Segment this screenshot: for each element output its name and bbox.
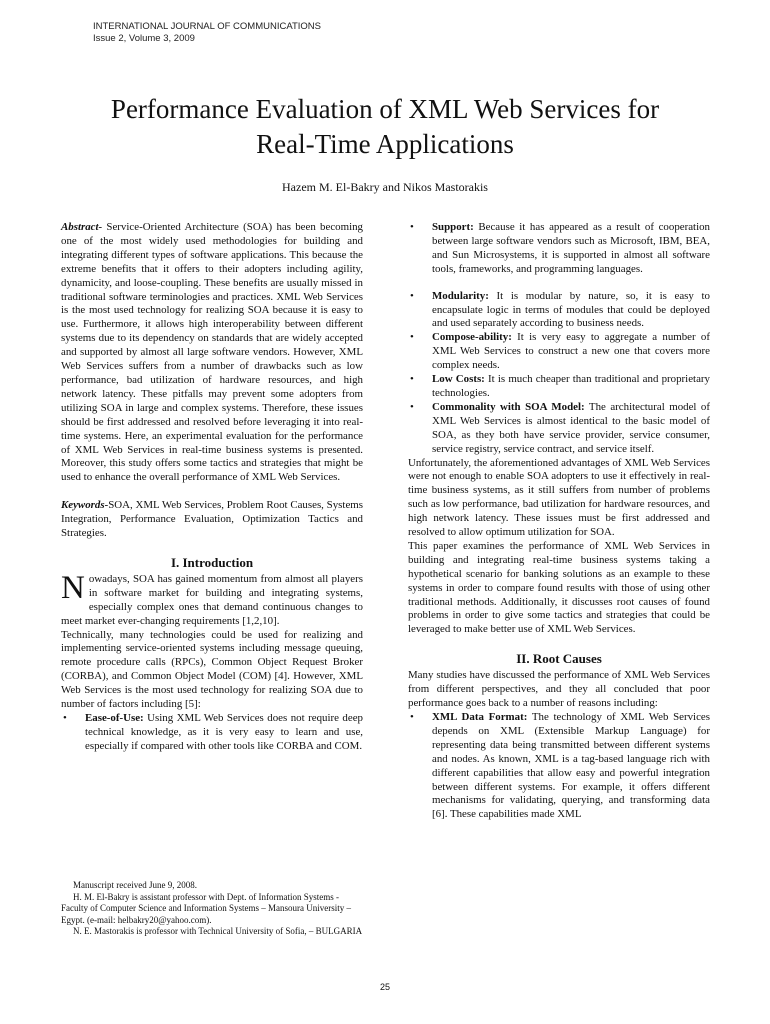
journal-name: INTERNATIONAL JOURNAL OF COMMUNICATIONS [93, 21, 322, 32]
bullet-label: Support: [432, 221, 474, 233]
left-column [61, 221, 363, 754]
title-line-1: Performance Evaluation of XML Web Services for [110, 94, 660, 124]
bullet-text: The technology of XML Web Services depends on XML (Extensible Markup Language) for representing data being transmitted between different systems and nodes. As known, XML is a tag-based language rich with different capabilities that allow easy and powerful integration between different systems. For example, it offers different mechanisms for validating, querying, and transforming data [6]. These capabilities made XML [432, 711, 710, 821]
bullet-label: XML Data Format: [432, 711, 528, 723]
section-heading-introduction: I. Introduction [170, 554, 254, 570]
page-number: 25 [379, 982, 390, 992]
abstract [61, 221, 363, 485]
bullet-text: Using XML Web Services does not require deep technical knowledge, as it is very easy to learn and use, especially if compared with other tools like CORBA and COM. [85, 712, 363, 752]
list-item [408, 221, 710, 277]
intro-paragraph-1 [61, 569, 363, 629]
list-item [408, 290, 710, 332]
advantages-bullet-list [408, 221, 710, 457]
keywords-label: Keywords- [61, 499, 109, 512]
bullet-label: Low Costs: [432, 373, 485, 386]
paragraph-this-paper: This paper examines the performance of XML Web Services in building and integrating real-time business systems taking a hypothetical scenario for banking solutions as an example to these systems in order to compare found results with those of using other traditional methods. Additionally, it discusses root causes of found problems in order to give some tactics and strategies that could be leveraged to make better use of XML Web Services. [408, 539, 710, 636]
bullet-icon: • [410, 711, 414, 723]
running-header [93, 21, 321, 45]
issue-info: Issue 2, Volume 3, 2009 [93, 33, 195, 44]
intro-paragraph-2: Technically, many technologies could be used for realizing and implementing service-oriented systems including message queuing, remote procedure calls (RPCs), Common Object Request Broker (CORBA), and Common Object Model (COM) [4]. However, XML Web Services is the most used technology for realizing SOA due to number of factors including [5]: [61, 628, 363, 711]
footnotes [61, 880, 363, 938]
authors: Hazem M. El-Bakry and Nikos Mastorakis [282, 180, 488, 194]
bullet-text: It is very easy to aggregate a number of XML Web Services to construct a new one that covers more complex needs. [432, 331, 710, 372]
list-item [408, 373, 710, 401]
keywords-text: SOA, XML Web Services, Problem Root Causes, Systems Integration, Performance Evaluation, Optimization Tactics and Strategies. [61, 499, 363, 540]
list-item [408, 331, 710, 373]
footnote-author-1: H. M. El-Bakry is assistant professor with Dept. of Information Systems - Faculty of Computer Science and Information Systems – Mansoura University – Egypt. (e-mail: helbakry20@yahoo.com). [61, 891, 351, 925]
paragraph-unfortunately: Unfortunately, the aforementioned advantages of XML Web Services were not enough to enable SOA adopters to use it effectively in real-time business systems, as it still suffers from number of problems such as low performance, bad utilization for hardware resources, and high network latency. These issues must be first addressed and resolved to allow optimum utilization for SOA. [408, 456, 710, 539]
title-line-2: Real-Time Applications [256, 129, 514, 159]
bullet-label: Compose-ability: [432, 331, 512, 344]
keywords [61, 499, 363, 541]
root-causes-bullet-list [408, 711, 710, 822]
bullet-text: It is much cheaper than traditional and proprietary technologies. [432, 373, 710, 399]
footnote-received: Manuscript received June 9, 2008. [73, 880, 197, 890]
intro-bullet-list [61, 712, 363, 754]
intro-p1-text: owadays, SOA has gained momentum from almost all players in software market for building and integrating systems, especially complex ones that demand continuous changes to meet market ever-changing requirements [1,2,10]. [61, 572, 363, 627]
dropcap-letter: N [61, 569, 85, 606]
abstract-label: Abstract- [61, 221, 103, 233]
list-item [408, 401, 710, 457]
footnote-author-2: N. E. Mastorakis is professor with Technical University of Sofia, – BULGARIA [73, 926, 363, 936]
bullet-icon: • [410, 221, 414, 233]
paragraph-root-causes: Many studies have discussed the performance of XML Web Services from different perspectives, and they all concluded that poor performance goes back to a number of reasons including: [408, 669, 710, 710]
bullet-label: Commonality with SOA Model: [432, 400, 585, 413]
abstract-text: Service-Oriented Architecture (SOA) has been becoming one of the most widely used methodologies for building and integrating different types of software applications. This because the extreme benefits that it offers to their adopters including agility, dynamicity, and loose-coupling. These benefits are usually missed in traditional software terminologies and practices. XML Web Services is the most used technology for realizing SOA because it is easy to use. Furthermore, it allows high interoperability between different systems due to its dependency on standards that are widely accepted and supported by almost all large software vendors. However, XML Web Services suffers from a number of drawbacks such as low performance, bad utilization of hardware resources, and high network latency. These pitfalls may prevent some adopters from utilizing SOA in large and complex systems. Therefore, these issues should be first addressed and resolved before leveraging it into real-time systems. Here, an experimental evaluation for the performance of XML Web Services in real-time business systems is presented. Moreover, this study offers some tactics and strategies that might be used to enhance the overall performance of XML Web Services. [61, 221, 363, 484]
section-heading-root-causes: II. Root Causes [516, 651, 602, 667]
bullet-icon: • [410, 289, 414, 302]
bullet-label: Modularity: [432, 289, 489, 302]
bullet-icon: • [410, 400, 414, 413]
right-column [408, 221, 710, 822]
list-item [61, 712, 363, 754]
bullet-icon: • [410, 373, 414, 386]
bullet-text: It is modular by nature, so, it is easy to encapsulate logic in terms of modules that could be deployed and used separately according to business needs. [432, 289, 710, 330]
list-item [408, 711, 710, 822]
bullet-text: Because it has appeared as a result of cooperation between large software vendors such as Microsoft, IBM, BEA, and Sun Microsystems, it is supported in almost all software tools, frameworks, and programming languages. [432, 221, 710, 275]
bullet-label: Ease-of-Use: [85, 712, 144, 724]
paper-title [40, 92, 730, 162]
bullet-icon: • [63, 712, 67, 724]
bullet-text: The architectural model of XML Web Services is almost identical to the basic model of SOA, as they both have service provider, service consumer, service registry, service contract, and service itself. [432, 400, 711, 455]
bullet-icon: • [410, 331, 414, 344]
